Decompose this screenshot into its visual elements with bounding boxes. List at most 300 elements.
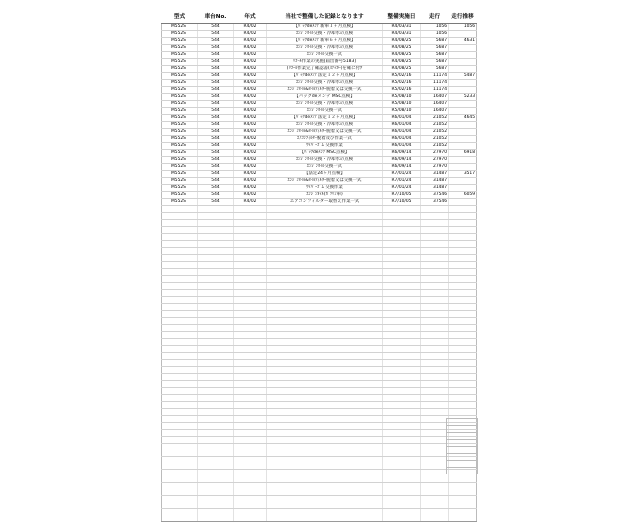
empty-cell <box>449 374 477 381</box>
empty-row <box>162 290 477 297</box>
cell-year: R4/02 <box>234 122 267 129</box>
empty-cell <box>383 269 421 276</box>
empty-cell <box>162 290 198 297</box>
empty-cell <box>449 381 477 388</box>
empty-row <box>162 416 477 423</box>
cell-work: ｴﾝｼﾞﾝｵｲﾙ&ｵｲﾙﾌｨﾙﾀｰ脱着又は交換一式 <box>267 87 383 94</box>
maintenance-record-sheet <box>161 8 476 522</box>
empty-cell <box>267 395 383 402</box>
empty-cell <box>234 318 267 325</box>
empty-cell <box>198 227 234 234</box>
empty-cell <box>162 318 198 325</box>
empty-cell <box>421 367 449 374</box>
empty-cell <box>421 290 449 297</box>
empty-cell <box>421 269 449 276</box>
cell-work: ｴﾝｼﾞﾝｵｲﾙ交換・冷却水の点検 <box>267 31 383 38</box>
empty-cell <box>198 353 234 360</box>
empty-cell <box>198 496 234 509</box>
empty-cell <box>198 304 234 311</box>
empty-row <box>162 213 477 220</box>
empty-cell <box>421 318 449 325</box>
empty-cell <box>449 483 477 496</box>
empty-cell <box>198 470 234 483</box>
empty-cell <box>383 483 421 496</box>
cell-km: 31487 <box>421 171 449 178</box>
cell-km: 16407 <box>421 108 449 115</box>
cell-trend <box>449 87 477 94</box>
cell-work: ｴﾝｼﾞﾝｵｲﾙ交換一式 <box>267 108 383 115</box>
cell-count: 544 <box>198 143 234 150</box>
cell-date: R6/09/14 <box>383 157 421 164</box>
cell-trend <box>449 45 477 52</box>
empty-cell <box>449 234 477 241</box>
table-row <box>162 150 477 157</box>
empty-cell <box>198 374 234 381</box>
empty-cell <box>421 339 449 346</box>
empty-cell <box>267 227 383 234</box>
cell-work: 【パックdeメンテ MSC点検】 <box>267 94 383 101</box>
empty-cell <box>234 496 267 509</box>
empty-cell <box>267 241 383 248</box>
empty-cell <box>234 325 267 332</box>
empty-cell <box>198 283 234 290</box>
cell-model: M552S <box>162 143 198 150</box>
cell-model: M552S <box>162 122 198 129</box>
empty-cell <box>198 269 234 276</box>
empty-cell <box>162 360 198 367</box>
cell-km: 21052 <box>421 136 449 143</box>
cell-km: 11174 <box>421 87 449 94</box>
empty-cell <box>267 276 383 283</box>
side-grid-lines <box>446 418 478 474</box>
empty-cell <box>267 496 383 509</box>
empty-cell <box>421 457 449 470</box>
cell-model: M552S <box>162 45 198 52</box>
empty-cell <box>383 496 421 509</box>
empty-cell <box>421 325 449 332</box>
empty-row <box>162 339 477 346</box>
empty-cell <box>198 206 234 213</box>
empty-cell <box>421 395 449 402</box>
cell-km: 37546 <box>421 199 449 206</box>
empty-cell <box>383 283 421 290</box>
empty-cell <box>421 444 449 457</box>
empty-cell <box>162 457 198 470</box>
empty-cell <box>234 423 267 430</box>
cell-model: M552S <box>162 31 198 38</box>
cell-count: 544 <box>198 129 234 136</box>
cell-work: エアコンフィルター取替え作業一式 <box>267 199 383 206</box>
empty-cell <box>449 297 477 304</box>
empty-cell <box>449 227 477 234</box>
empty-row <box>162 276 477 283</box>
empty-cell <box>162 297 198 304</box>
cell-work: ｴﾝｼﾞﾝｵｲﾙ交換・冷却水の点検 <box>267 80 383 87</box>
cell-count: 544 <box>198 52 234 59</box>
empty-cell <box>383 423 421 430</box>
cell-trend: 4645 <box>449 115 477 122</box>
empty-cell <box>421 470 449 483</box>
cell-count: 544 <box>198 38 234 45</box>
empty-cell <box>198 248 234 255</box>
cell-year: R4/02 <box>234 38 267 45</box>
empty-cell <box>383 332 421 339</box>
empty-cell <box>198 430 234 437</box>
cell-model: M552S <box>162 101 198 108</box>
empty-cell <box>198 241 234 248</box>
cell-date: R6/01/04 <box>383 143 421 150</box>
empty-cell <box>162 423 198 430</box>
cell-km: 37546 <box>421 192 449 199</box>
empty-cell <box>449 220 477 227</box>
empty-row <box>162 283 477 290</box>
cell-model: M552S <box>162 164 198 171</box>
cell-model: M552S <box>162 129 198 136</box>
empty-cell <box>421 206 449 213</box>
empty-cell <box>421 255 449 262</box>
empty-cell <box>267 402 383 409</box>
empty-cell <box>449 360 477 367</box>
cell-date: R4/08/25 <box>383 59 421 66</box>
cell-count: 544 <box>198 94 234 101</box>
cell-date: R7/10/05 <box>383 199 421 206</box>
empty-cell <box>267 430 383 437</box>
empty-row <box>162 430 477 437</box>
empty-cell <box>234 457 267 470</box>
empty-row <box>162 509 477 522</box>
empty-cell <box>234 220 267 227</box>
empty-cell <box>421 227 449 234</box>
empty-cell <box>383 234 421 241</box>
empty-cell <box>421 220 449 227</box>
empty-row <box>162 311 477 318</box>
empty-row <box>162 423 477 430</box>
empty-cell <box>383 416 421 423</box>
cell-km: 16407 <box>421 101 449 108</box>
empty-cell <box>198 388 234 395</box>
cell-km: 5687 <box>421 66 449 73</box>
cell-trend: 1056 <box>449 24 477 31</box>
empty-row <box>162 374 477 381</box>
empty-cell <box>383 409 421 416</box>
empty-cell <box>162 304 198 311</box>
cell-date: R5/08/10 <box>383 108 421 115</box>
empty-cell <box>234 339 267 346</box>
header-model: 型式 <box>162 8 198 24</box>
empty-cell <box>234 509 267 522</box>
cell-work: ｴｱｺﾝﾌｨﾙﾀｰ脱着及び作業一式 <box>267 136 383 143</box>
empty-cell <box>162 269 198 276</box>
maintenance-table <box>161 8 477 522</box>
empty-cell <box>383 248 421 255</box>
cell-date: R7/01/24 <box>383 185 421 192</box>
cell-year: R4/02 <box>234 143 267 150</box>
empty-cell <box>198 457 234 470</box>
empty-cell <box>421 276 449 283</box>
cell-trend <box>449 199 477 206</box>
empty-cell <box>267 332 383 339</box>
empty-row <box>162 402 477 409</box>
cell-trend <box>449 129 477 136</box>
empty-row <box>162 234 477 241</box>
cell-year: R4/02 <box>234 150 267 157</box>
cell-date: R5/02/16 <box>383 87 421 94</box>
empty-cell <box>383 311 421 318</box>
cell-count: 544 <box>198 171 234 178</box>
empty-cell <box>421 297 449 304</box>
empty-cell <box>198 402 234 409</box>
empty-cell <box>198 325 234 332</box>
cell-model: M552S <box>162 87 198 94</box>
cell-year: R4/02 <box>234 129 267 136</box>
empty-cell <box>383 339 421 346</box>
empty-cell <box>267 437 383 444</box>
empty-row <box>162 496 477 509</box>
table-row <box>162 31 477 38</box>
empty-cell <box>267 220 383 227</box>
empty-cell <box>421 430 449 437</box>
empty-cell <box>198 416 234 423</box>
empty-cell <box>449 213 477 220</box>
cell-count: 544 <box>198 87 234 94</box>
empty-cell <box>267 269 383 276</box>
table-row <box>162 52 477 59</box>
empty-cell <box>267 318 383 325</box>
empty-cell <box>421 304 449 311</box>
empty-cell <box>267 248 383 255</box>
table-row <box>162 45 477 52</box>
empty-cell <box>267 360 383 367</box>
empty-cell <box>234 248 267 255</box>
empty-cell <box>162 409 198 416</box>
empty-cell <box>198 444 234 457</box>
cell-km: 21052 <box>421 143 449 150</box>
empty-row <box>162 255 477 262</box>
header-trend: 走行推移 <box>449 8 477 24</box>
empty-cell <box>198 483 234 496</box>
cell-count: 544 <box>198 31 234 38</box>
empty-cell <box>234 276 267 283</box>
empty-cell <box>162 483 198 496</box>
cell-year: R4/02 <box>234 115 267 122</box>
table-row <box>162 101 477 108</box>
cell-year: R4/02 <box>234 66 267 73</box>
empty-cell <box>383 241 421 248</box>
empty-cell <box>267 311 383 318</box>
cell-count: 544 <box>198 136 234 143</box>
cell-model: M552S <box>162 94 198 101</box>
empty-row <box>162 483 477 496</box>
empty-cell <box>383 388 421 395</box>
cell-trend <box>449 178 477 185</box>
cell-work: ｴﾝｼﾞﾝｵｲﾙ(ｶﾞｿﾘﾝ車) <box>267 192 383 199</box>
cell-work: (ﾘｺｰﾙ作業完了確認書(ｽﾃｯｶｰ)を確に付ｹ <box>267 66 383 73</box>
empty-cell <box>162 381 198 388</box>
empty-cell <box>383 374 421 381</box>
empty-cell <box>383 360 421 367</box>
empty-row <box>162 381 477 388</box>
empty-cell <box>449 248 477 255</box>
empty-cell <box>198 346 234 353</box>
cell-trend: 6918 <box>449 150 477 157</box>
empty-cell <box>449 409 477 416</box>
cell-model: M552S <box>162 80 198 87</box>
empty-cell <box>421 423 449 430</box>
empty-cell <box>449 395 477 402</box>
empty-cell <box>234 227 267 234</box>
empty-cell <box>383 444 421 457</box>
cell-trend <box>449 122 477 129</box>
empty-cell <box>162 402 198 409</box>
empty-cell <box>421 388 449 395</box>
empty-row <box>162 297 477 304</box>
cell-km: 21052 <box>421 122 449 129</box>
cell-year: R4/02 <box>234 52 267 59</box>
empty-cell <box>449 255 477 262</box>
cell-model: M552S <box>162 199 198 206</box>
table-row <box>162 136 477 143</box>
cell-count: 544 <box>198 108 234 115</box>
empty-cell <box>198 318 234 325</box>
cell-work: ｴﾝｼﾞﾝｵｲﾙ交換・冷却水の点検 <box>267 122 383 129</box>
empty-cell <box>162 388 198 395</box>
cell-year: R4/02 <box>234 164 267 171</box>
empty-row <box>162 227 477 234</box>
cell-km: 21052 <box>421 129 449 136</box>
cell-date: R6/09/14 <box>383 150 421 157</box>
empty-cell <box>162 241 198 248</box>
empty-cell <box>421 248 449 255</box>
cell-trend <box>449 164 477 171</box>
empty-cell <box>449 283 477 290</box>
cell-work: ｴﾝｼﾞﾝｵｲﾙ交換・冷却水の点検 <box>267 157 383 164</box>
empty-cell <box>449 339 477 346</box>
empty-row <box>162 360 477 367</box>
empty-cell <box>198 367 234 374</box>
empty-cell <box>449 509 477 522</box>
empty-cell <box>421 509 449 522</box>
empty-cell <box>234 213 267 220</box>
empty-cell <box>162 276 198 283</box>
empty-cell <box>449 332 477 339</box>
cell-model: M552S <box>162 150 198 157</box>
empty-cell <box>449 206 477 213</box>
empty-cell <box>421 262 449 269</box>
empty-cell <box>234 311 267 318</box>
empty-cell <box>383 262 421 269</box>
empty-cell <box>198 509 234 522</box>
cell-model: M552S <box>162 136 198 143</box>
cell-trend: 3517 <box>449 171 477 178</box>
empty-cell <box>421 402 449 409</box>
empty-cell <box>162 206 198 213</box>
empty-cell <box>383 297 421 304</box>
empty-row <box>162 241 477 248</box>
cell-date: R6/01/04 <box>383 122 421 129</box>
empty-cell <box>267 346 383 353</box>
empty-cell <box>198 262 234 269</box>
empty-cell <box>234 367 267 374</box>
empty-cell <box>198 381 234 388</box>
empty-row <box>162 325 477 332</box>
table-row <box>162 178 477 185</box>
cell-date: R5/08/10 <box>383 101 421 108</box>
header-year: 年式 <box>234 8 267 24</box>
cell-trend <box>449 157 477 164</box>
empty-row <box>162 353 477 360</box>
empty-cell <box>162 416 198 423</box>
empty-cell <box>162 283 198 290</box>
cell-year: R4/02 <box>234 24 267 31</box>
cell-count: 544 <box>198 73 234 80</box>
cell-count: 544 <box>198 115 234 122</box>
cell-km: 5687 <box>421 45 449 52</box>
empty-cell <box>421 213 449 220</box>
cell-trend: 6059 <box>449 192 477 199</box>
cell-model: M552S <box>162 178 198 185</box>
empty-cell <box>383 509 421 522</box>
empty-cell <box>162 339 198 346</box>
cell-model: M552S <box>162 59 198 66</box>
cell-count: 544 <box>198 199 234 206</box>
header-km: 走行 <box>421 8 449 24</box>
cell-date: R7/10/05 <box>383 192 421 199</box>
empty-cell <box>267 367 383 374</box>
empty-cell <box>383 457 421 470</box>
empty-cell <box>449 402 477 409</box>
table-row <box>162 59 477 66</box>
empty-cell <box>421 496 449 509</box>
empty-row <box>162 332 477 339</box>
cell-trend <box>449 59 477 66</box>
empty-cell <box>162 346 198 353</box>
empty-cell <box>234 353 267 360</box>
cell-count: 544 <box>198 24 234 31</box>
empty-cell <box>234 381 267 388</box>
cell-date: R5/02/16 <box>383 80 421 87</box>
empty-cell <box>198 437 234 444</box>
empty-row <box>162 220 477 227</box>
cell-year: R4/02 <box>234 108 267 115</box>
empty-cell <box>198 395 234 402</box>
empty-cell <box>421 409 449 416</box>
cell-km: 11174 <box>421 80 449 87</box>
empty-cell <box>234 332 267 339</box>
table-row <box>162 122 477 129</box>
cell-model: M552S <box>162 115 198 122</box>
cell-trend <box>449 80 477 87</box>
empty-cell <box>234 483 267 496</box>
empty-cell <box>383 220 421 227</box>
empty-cell <box>383 325 421 332</box>
empty-cell <box>234 346 267 353</box>
empty-row <box>162 388 477 395</box>
cell-year: R4/02 <box>234 87 267 94</box>
empty-cell <box>162 227 198 234</box>
empty-cell <box>234 374 267 381</box>
empty-cell <box>198 276 234 283</box>
cell-year: R4/02 <box>234 80 267 87</box>
empty-cell <box>383 318 421 325</box>
empty-cell <box>198 311 234 318</box>
header-work: 当社で整備した記録となります <box>267 8 383 24</box>
empty-row <box>162 367 477 374</box>
empty-row <box>162 346 477 353</box>
empty-row <box>162 444 477 457</box>
cell-year: R4/02 <box>234 31 267 38</box>
cell-trend: 4631 <box>449 38 477 45</box>
empty-cell <box>198 297 234 304</box>
